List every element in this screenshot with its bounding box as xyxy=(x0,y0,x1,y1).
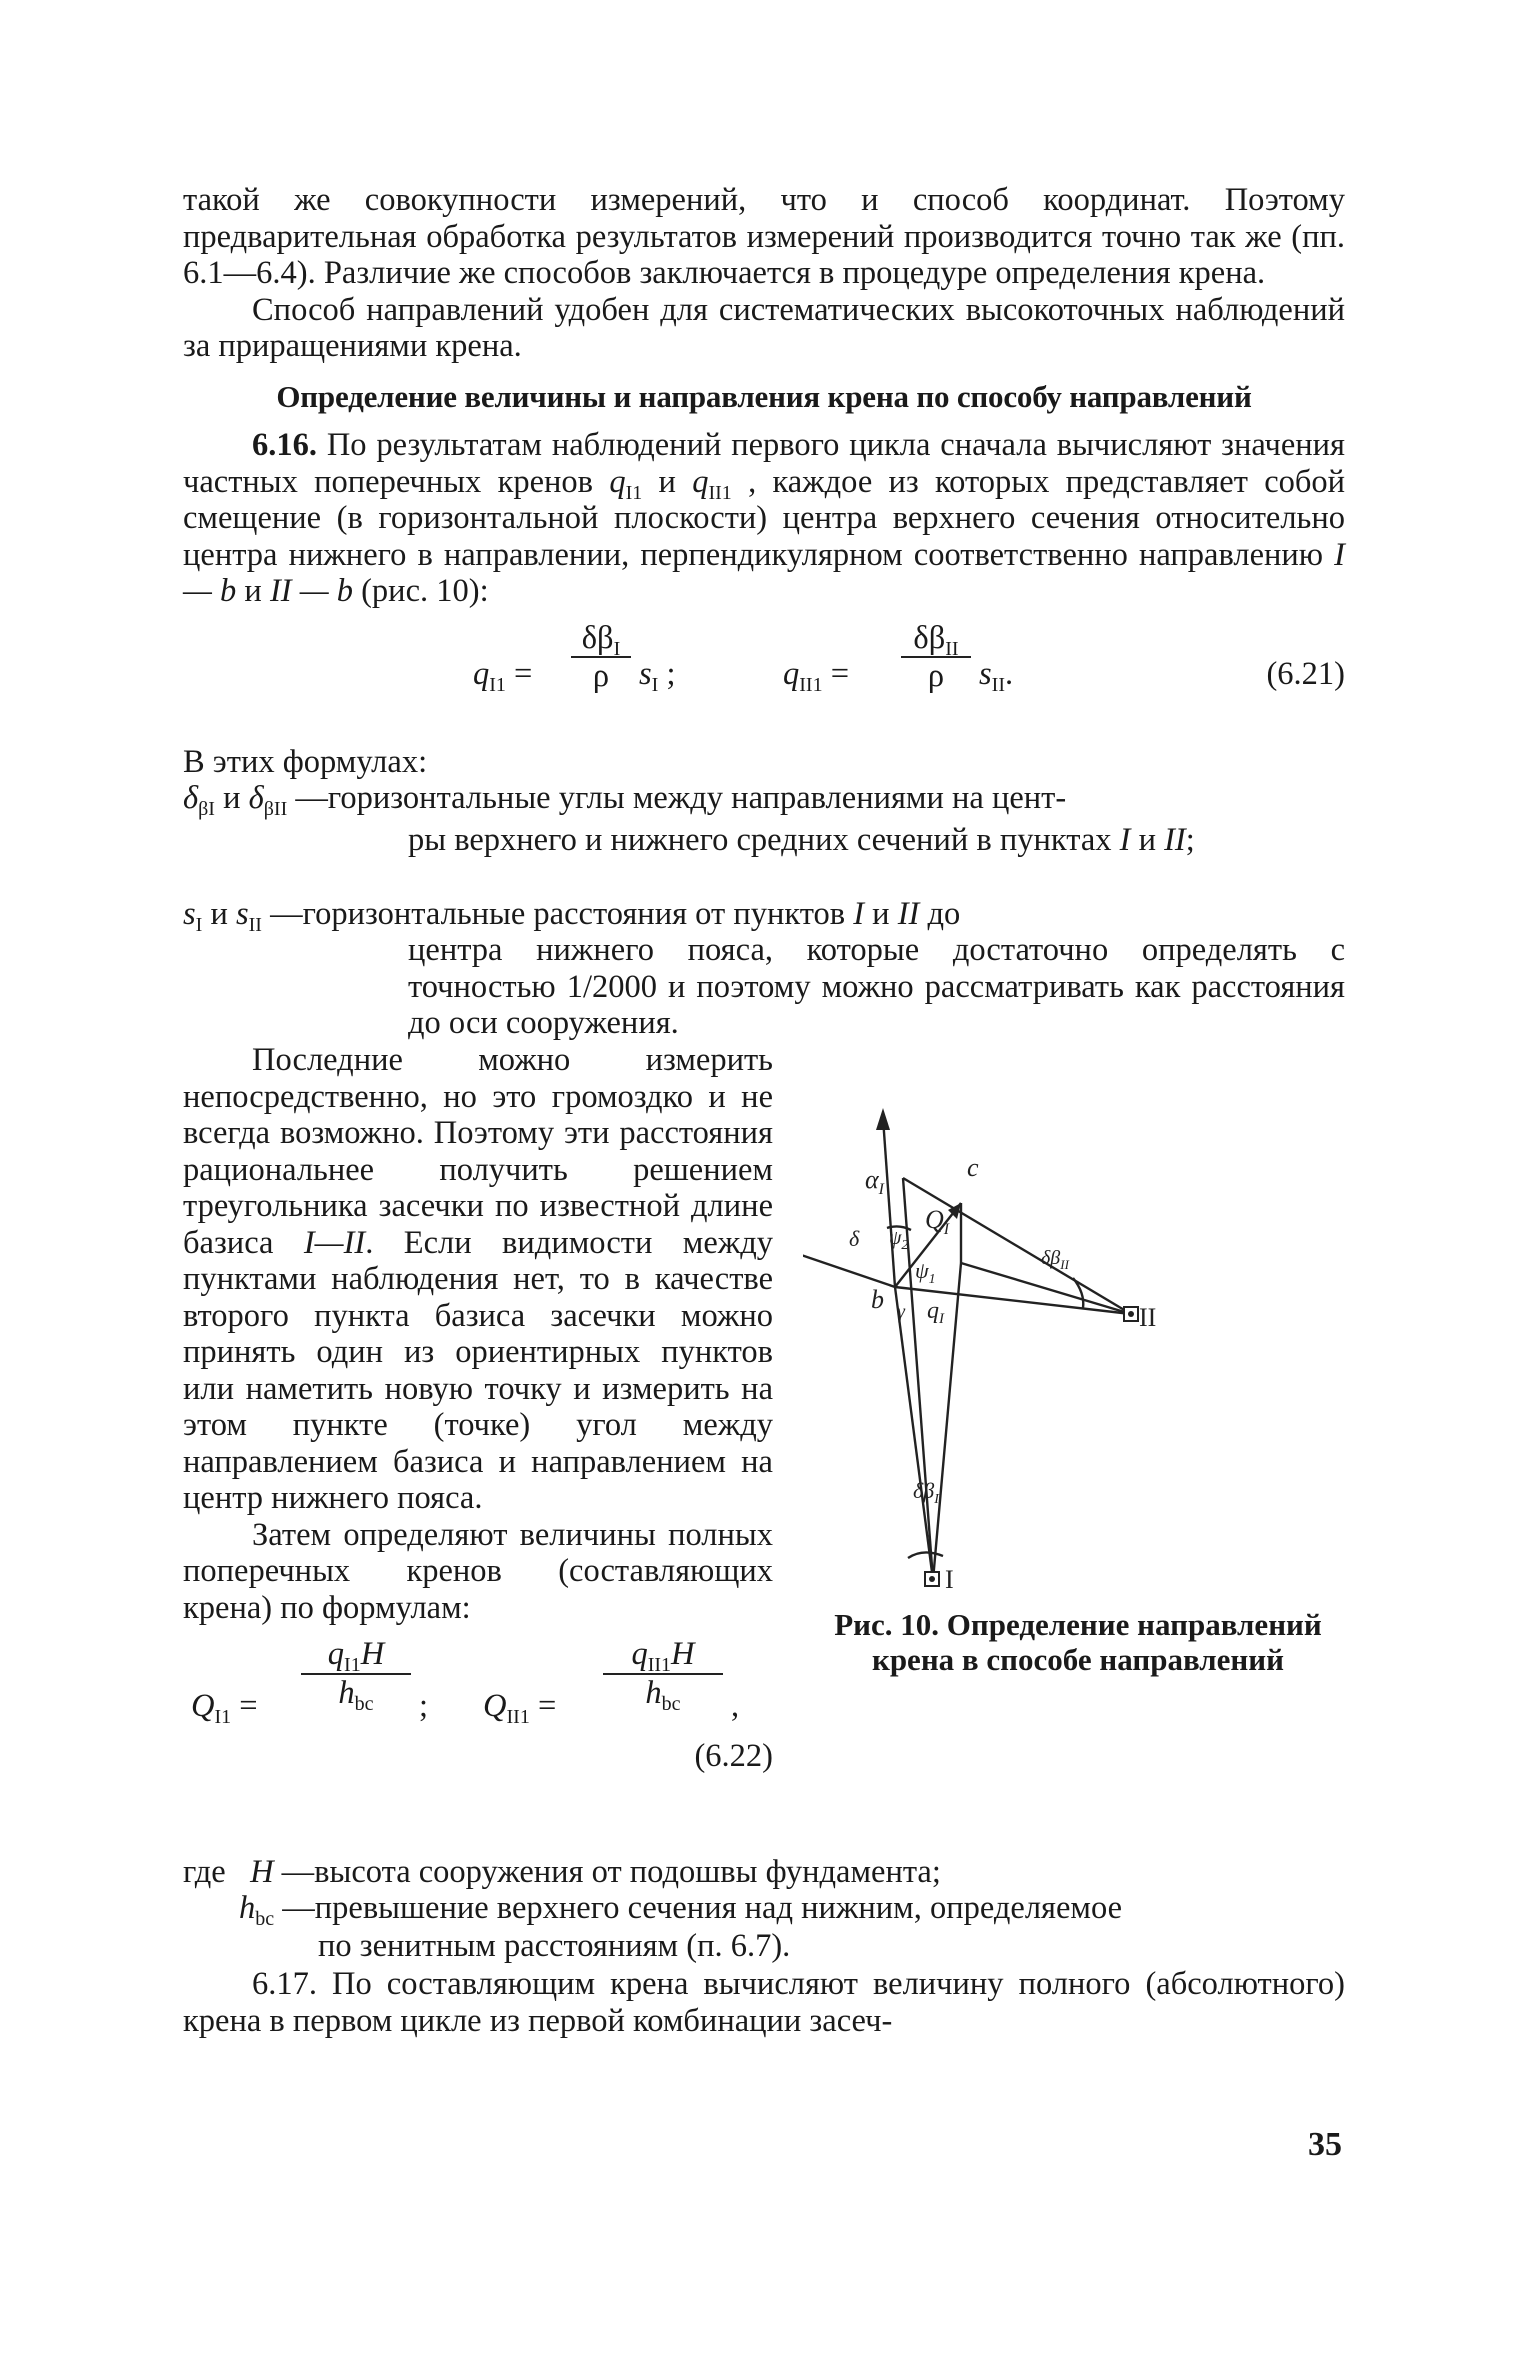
var: H xyxy=(360,1636,385,1672)
numerator xyxy=(603,1636,723,1676)
two-column-block xyxy=(183,1042,1345,1854)
text: , каждое из которых представляет собой смещение (в горизонтальной плоскости) центра верхнего сечения относительно центра нижнего в направлении, перпендикулярном соответственно направлению xyxy=(183,463,1346,573)
page-number: 35 xyxy=(1308,2126,1342,2163)
page-body xyxy=(183,182,1345,2039)
var: II — b xyxy=(269,573,353,609)
label-psi-1: $\psi_1$ xyxy=(915,1258,936,1287)
label-dbeta-II: $\delta\beta_{II}$ xyxy=(1041,1247,1069,1272)
numerator xyxy=(301,1636,411,1676)
sub: 1 xyxy=(661,1654,672,1676)
label-Q: $Q_I$ xyxy=(925,1205,950,1238)
sub: II xyxy=(991,673,1005,696)
var: s xyxy=(235,896,249,932)
definitions xyxy=(183,780,1345,1042)
var: q xyxy=(609,463,626,500)
arrow-alpha-I xyxy=(876,1108,890,1130)
text: высота сооружения от подошвы фундамента; xyxy=(314,1854,941,1890)
arc-dbeta-I xyxy=(908,1552,943,1558)
eq: = xyxy=(239,1688,258,1724)
clause-number: 6.16. xyxy=(252,427,317,463)
text: горизонтальные углы между направлениями на цент- xyxy=(327,780,1067,816)
sub: β xyxy=(198,798,209,820)
formula-lhs-1 xyxy=(473,655,533,696)
eq: = xyxy=(514,655,533,692)
point-II-dot xyxy=(1128,1311,1134,1317)
fraction-2 xyxy=(901,620,971,695)
formula-lhs-2 xyxy=(783,655,850,696)
formula-lhs-1 xyxy=(191,1688,258,1728)
sub: 1 xyxy=(350,1654,361,1676)
sub: II xyxy=(647,1654,662,1676)
var: δ xyxy=(183,780,199,816)
label-q: $q_I$ xyxy=(927,1298,944,1327)
label-alpha-I: $\alpha_I$ xyxy=(865,1165,884,1198)
var: I — b xyxy=(183,536,1345,609)
sub: I xyxy=(625,481,633,504)
sub: 1 xyxy=(632,481,643,504)
var: Q xyxy=(191,1688,215,1724)
definition-desc-2: центра нижнего пояса, которые достаточно определять с точностью 1/2000 и поэтому можно рассматривать как расстояния до оси сооружения. xyxy=(408,932,1345,1041)
text: и xyxy=(223,780,241,816)
dash: — xyxy=(295,780,328,816)
where-H xyxy=(183,1854,941,1891)
definition-desc-1 xyxy=(408,822,1345,859)
dash: — xyxy=(281,1854,315,1890)
figure-10-diagram xyxy=(803,1078,1348,1638)
sub: II xyxy=(273,798,288,820)
text: до xyxy=(927,896,961,932)
var: H xyxy=(250,1854,274,1890)
label-delta: δ xyxy=(849,1226,860,1251)
var: q xyxy=(473,655,490,692)
formula-6-21 xyxy=(183,612,1345,744)
text: . Если видимости между пунктами наблюдения нет, то в качестве второго пункта базиса засечки можно принять один из ориентирных пунктов или наметить новую точку и измерить на этом пункте (точке) угол между направлением базиса и направлением на центр нижнего пояса. xyxy=(183,1224,773,1516)
var: I—II xyxy=(303,1224,366,1261)
sub: II xyxy=(708,481,722,504)
sub: bc xyxy=(661,1692,681,1715)
sub: 1 xyxy=(721,481,732,504)
sub: II xyxy=(945,637,959,660)
text: превышение верхнего сечения над нижним, определяемое xyxy=(314,1890,1123,1926)
text: δβ xyxy=(581,619,614,656)
formula-6-22 xyxy=(183,1626,773,1772)
label-point-I: I xyxy=(945,1565,954,1594)
text: (рис. 10): xyxy=(361,573,489,609)
denominator: ρ xyxy=(592,658,610,694)
text: Последние можно измерить непосредственно, но это громоздко и не всегда возможно. Поэтому эти расстояния рациональнее получить решением треугольника засечки по известной длине базиса xyxy=(183,1042,773,1261)
fraction-1 xyxy=(301,1636,411,1715)
left-column xyxy=(183,1042,773,1772)
where-h xyxy=(239,1890,1123,1930)
paragraph-6-16 xyxy=(183,427,1345,610)
var: s xyxy=(979,655,992,692)
text: ры верхнего и нижнего средних сечений в пунктах xyxy=(408,822,1112,858)
text: По результатам наблюдений первого цикла сначала вычисляют значения частных поперечных кренов xyxy=(183,427,1345,500)
paragraph-full-components: Затем определяют величины полных поперечных кренов (составляющих крена) по формулам: xyxy=(183,1516,773,1626)
in-formulas-label: В этих формулах: xyxy=(183,743,428,780)
sub: I xyxy=(208,798,215,820)
eq: = xyxy=(537,1688,557,1724)
sub: β xyxy=(263,798,274,820)
line-II-to-c xyxy=(961,1263,1131,1314)
var: I xyxy=(853,896,865,932)
sub: II xyxy=(799,673,813,696)
var: h xyxy=(645,1674,662,1711)
formula-s1 xyxy=(639,655,676,696)
denominator: ρ xyxy=(927,658,945,694)
var: II xyxy=(1164,822,1186,858)
var: q xyxy=(783,655,800,692)
dot: . xyxy=(1004,655,1014,692)
text: и xyxy=(872,896,890,932)
label-b: b xyxy=(871,1285,884,1314)
eq: = xyxy=(830,655,850,692)
var: Q xyxy=(483,1688,507,1724)
point-I-dot xyxy=(929,1576,935,1582)
label-c: c xyxy=(967,1153,979,1182)
section-heading: Определение величины и направления крена по способу направлений xyxy=(276,378,1252,414)
comma: , xyxy=(731,1688,740,1724)
var: h xyxy=(239,1890,256,1926)
sub: I xyxy=(613,637,621,660)
denominator xyxy=(603,1674,723,1715)
alpha-I-direction xyxy=(883,1118,895,1287)
equation-number: (6.22) xyxy=(694,1738,773,1774)
text: ; xyxy=(1185,822,1195,858)
fraction-1 xyxy=(571,620,631,695)
label-dbeta-I: $\delta\beta_I$ xyxy=(913,1478,939,1507)
var: s xyxy=(639,655,652,692)
label-psi-2: $\psi_2$ xyxy=(889,1227,909,1253)
numerator xyxy=(571,619,631,660)
sub: II xyxy=(248,914,262,936)
paragraph-2: Способ направлений удобен для систематических высокоточных наблюдений за приращениями крена. xyxy=(183,291,1345,364)
dash: — xyxy=(270,896,303,932)
sub: 1 xyxy=(812,673,823,696)
sub: I xyxy=(489,673,496,696)
text: и xyxy=(210,896,228,932)
var: q xyxy=(631,1636,648,1672)
sub: 1 xyxy=(519,1706,530,1728)
paragraph-6-17 xyxy=(183,1966,1345,2039)
text: δβ xyxy=(913,619,946,656)
equation-number: (6.21) xyxy=(1266,655,1345,692)
sub: I xyxy=(195,914,203,936)
var: h xyxy=(338,1674,355,1711)
var: q xyxy=(327,1636,345,1672)
clause-number: 6.17. xyxy=(252,1966,317,2002)
label-gamma: γ xyxy=(897,1301,905,1323)
sub: II xyxy=(506,1706,520,1728)
text: и xyxy=(658,463,676,500)
sub: I xyxy=(344,1654,351,1676)
sub: I xyxy=(214,1706,222,1728)
paragraph-distances xyxy=(183,1042,773,1517)
var: I xyxy=(1119,822,1131,858)
fraction-2 xyxy=(603,1636,723,1715)
sub: bc xyxy=(255,1908,275,1930)
var: δ xyxy=(248,780,264,816)
text: и xyxy=(1138,822,1156,858)
paragraph-1: такой же совокупности измерений, что и способ координат. Поэтому предварительная обработка результатов измерений производится точно так же (пп. 6.1—6.4). Различие же способов заключается в процедуре определения крена. xyxy=(183,182,1345,291)
text: и xyxy=(244,573,262,609)
text: горизонтальные расстояния от пунктов xyxy=(302,896,846,932)
semicolon: ; xyxy=(419,1688,429,1724)
definition-term-2 xyxy=(183,896,961,936)
var: H xyxy=(671,1636,695,1672)
line-II-to-a xyxy=(903,1178,1131,1314)
var: s xyxy=(183,896,196,932)
sub: 1 xyxy=(495,673,506,696)
numerator xyxy=(901,619,971,660)
figure-caption: Рис. 10. Определение направлений крена в способе направлений xyxy=(834,1607,1322,1677)
sub: 1 xyxy=(221,1706,232,1728)
definition-term-1 xyxy=(183,780,1067,820)
sub: bc xyxy=(354,1692,374,1715)
semicolon: ; xyxy=(666,655,676,692)
sub: I xyxy=(651,673,659,696)
formula-s2 xyxy=(979,655,1014,696)
where-h-cont: по зенитным расстояниям (п. 6.7). xyxy=(318,1928,791,1964)
var: II xyxy=(897,896,920,932)
formula-lhs-2 xyxy=(483,1688,557,1728)
text: По составляющим крена вычисляют величину полного (абсолютного) крена в первом цикле из первой комбинации засеч- xyxy=(183,1966,1345,2039)
text: где xyxy=(183,1854,226,1890)
dash: — xyxy=(282,1890,315,1926)
var: q xyxy=(692,463,709,500)
where-block xyxy=(183,1854,1345,1966)
denominator xyxy=(301,1674,411,1715)
label-point-II: II xyxy=(1139,1303,1157,1332)
